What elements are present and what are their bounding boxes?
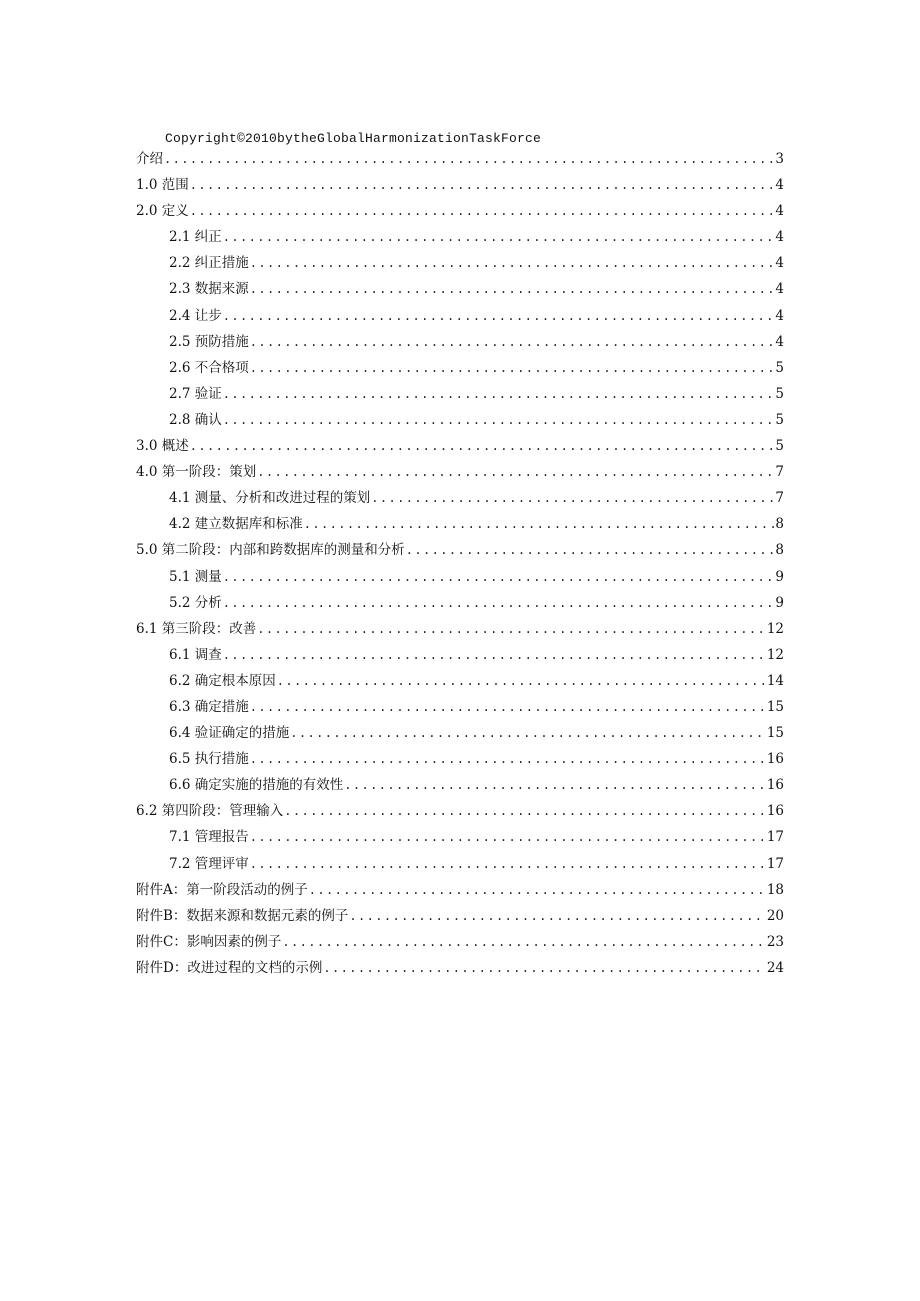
- toc-entry-page-number: 14: [766, 672, 784, 689]
- toc-entry-label: 附件B：数据来源和数据元素的例子: [136, 907, 349, 924]
- toc-entry-label: 6.4 验证确定的措施: [169, 725, 290, 742]
- toc-entry-page-number: 4: [775, 203, 784, 220]
- toc-entry-label: 附件A：第一阶段活动的例子: [136, 881, 308, 898]
- toc-entry-page-number: 4: [775, 307, 784, 324]
- toc-dot-leader: [309, 881, 766, 899]
- toc-dot-leader: [250, 828, 766, 846]
- toc-entry-label: 6.2 第四阶段：管理输入: [136, 803, 284, 820]
- toc-entry-label: 2.8 确认: [169, 411, 222, 428]
- toc-entry[interactable]: [136, 437, 784, 463]
- toc-entry-label: 6.2 确定根本原因: [169, 672, 276, 689]
- toc-dot-leader: [257, 463, 774, 481]
- toc-dot-leader: [250, 698, 766, 716]
- toc-entry-page-number: 17: [766, 855, 784, 872]
- toc-dot-leader: [290, 724, 766, 742]
- toc-entry-page-number: 23: [766, 933, 784, 950]
- toc-entry[interactable]: [136, 646, 784, 672]
- toc-entry-page-number: 5: [775, 438, 784, 455]
- toc-entry[interactable]: [136, 594, 784, 620]
- toc-entry-page-number: 4: [775, 281, 784, 298]
- toc-entry-label: 7.2 管理评审: [169, 855, 249, 872]
- toc-entry-label: 5.1 测量: [169, 568, 222, 585]
- toc-entry[interactable]: [136, 515, 784, 541]
- toc-entry-label: 2.7 验证: [169, 385, 222, 402]
- toc-entry[interactable]: [136, 724, 784, 750]
- toc-entry-label: 2.1 纠正: [169, 229, 222, 246]
- toc-entry[interactable]: [136, 463, 784, 489]
- toc-entry-label: 4.2 建立数据库和标准: [169, 516, 303, 533]
- copyright-notice: Copyright©2010bytheGlobalHarmonizationTaskForce: [165, 131, 542, 146]
- toc-entry[interactable]: [136, 881, 784, 907]
- toc-dot-leader: [371, 489, 774, 507]
- toc-entry-page-number: 15: [766, 698, 784, 715]
- toc-dot-leader: [304, 515, 775, 533]
- toc-entry[interactable]: [136, 150, 784, 176]
- toc-dot-leader: [250, 855, 766, 873]
- toc-dot-leader: [344, 776, 766, 794]
- toc-entry-label: 2.6 不合格项: [169, 359, 249, 376]
- toc-entry-label: 2.0 定义: [136, 203, 189, 220]
- toc-entry-page-number: 5: [775, 411, 784, 428]
- toc-entry-label: 2.5 预防措施: [169, 333, 249, 350]
- toc-entry-page-number: 5: [775, 359, 784, 376]
- toc-dot-leader: [190, 176, 775, 194]
- toc-entry-label: 2.4 让步: [169, 307, 222, 324]
- toc-entry-page-number: 8: [775, 516, 784, 533]
- toc-entry[interactable]: [136, 359, 784, 385]
- toc-entry-label: 2.3 数据来源: [169, 281, 249, 298]
- toc-entry[interactable]: [136, 776, 784, 802]
- toc-entry[interactable]: [136, 385, 784, 411]
- toc-entry[interactable]: [136, 411, 784, 437]
- toc-dot-leader: [349, 907, 765, 925]
- toc-entry-page-number: 9: [775, 568, 784, 585]
- toc-dot-leader: [223, 594, 775, 612]
- toc-entry-page-number: 18: [766, 881, 784, 898]
- toc-entry-label: 介绍: [136, 151, 163, 167]
- toc-dot-leader: [223, 385, 775, 403]
- toc-entry[interactable]: [136, 333, 784, 359]
- toc-entry-page-number: 7: [775, 490, 784, 507]
- toc-entry-label: 6.1 第三阶段：改善: [136, 620, 257, 637]
- toc-entry[interactable]: [136, 280, 784, 306]
- toc-dot-leader: [257, 620, 766, 638]
- toc-entry-label: 1.0 范围: [136, 177, 189, 194]
- toc-entry-label: 5.2 分析: [169, 594, 222, 611]
- toc-entry-page-number: 5: [775, 385, 784, 402]
- toc-dot-leader: [250, 333, 775, 351]
- toc-entry[interactable]: [136, 176, 784, 202]
- toc-dot-leader: [223, 228, 775, 246]
- toc-dot-leader: [223, 646, 766, 664]
- toc-entry-page-number: 24: [766, 959, 784, 976]
- toc-entry[interactable]: [136, 672, 784, 698]
- toc-dot-leader: [223, 411, 775, 429]
- toc-entry[interactable]: [136, 254, 784, 280]
- toc-entry-label: 3.0 概述: [136, 438, 189, 455]
- toc-entry[interactable]: [136, 202, 784, 228]
- toc-entry-label: 4.1 测量、分析和改进过程的策划: [169, 490, 371, 507]
- toc-entry-label: 6.6 确定实施的措施的有效性: [169, 777, 344, 794]
- toc-dot-leader: [250, 750, 766, 768]
- toc-dot-leader: [406, 541, 775, 559]
- toc-entry-label: 5.0 第二阶段：内部和跨数据库的测量和分析: [136, 542, 405, 559]
- table-of-contents: [136, 150, 784, 985]
- toc-entry-page-number: 15: [766, 725, 784, 742]
- toc-entry-label: 2.2 纠正措施: [169, 255, 249, 272]
- toc-entry[interactable]: [136, 228, 784, 254]
- toc-dot-leader: [284, 802, 766, 820]
- toc-entry-label: 7.1 管理报告: [169, 829, 249, 846]
- toc-entry-page-number: 8: [775, 542, 784, 559]
- toc-entry[interactable]: [136, 855, 784, 881]
- toc-dot-leader: [282, 933, 765, 951]
- toc-entry[interactable]: [136, 307, 784, 333]
- toc-entry-page-number: 4: [775, 255, 784, 272]
- toc-entry[interactable]: [136, 568, 784, 594]
- toc-entry-page-number: 20: [766, 907, 784, 924]
- toc-dot-leader: [250, 359, 775, 377]
- toc-dot-leader: [190, 437, 775, 455]
- toc-dot-leader: [223, 307, 775, 325]
- toc-entry[interactable]: [136, 959, 784, 985]
- toc-entry-label: 4.0 第一阶段：策划: [136, 464, 257, 481]
- toc-entry-page-number: 4: [775, 333, 784, 350]
- toc-entry-label: 6.1 调查: [169, 646, 222, 663]
- toc-entry-label: 6.5 执行措施: [169, 751, 249, 768]
- toc-entry[interactable]: [136, 907, 784, 933]
- toc-entry-page-number: 12: [766, 646, 784, 663]
- toc-entry-page-number: 9: [775, 594, 784, 611]
- toc-entry[interactable]: [136, 802, 784, 828]
- toc-entry[interactable]: [136, 541, 784, 567]
- toc-entry-page-number: 4: [775, 177, 784, 194]
- toc-entry[interactable]: [136, 698, 784, 724]
- toc-entry[interactable]: [136, 750, 784, 776]
- toc-entry-label: 附件D：改进过程的文档的示例: [136, 959, 323, 976]
- toc-entry-page-number: 16: [766, 803, 784, 820]
- toc-entry-page-number: 16: [766, 751, 784, 768]
- toc-dot-leader: [250, 280, 775, 298]
- toc-dot-leader: [190, 202, 775, 220]
- toc-dot-leader: [164, 150, 774, 168]
- toc-dot-leader: [323, 959, 765, 977]
- toc-dot-leader: [223, 568, 775, 586]
- toc-entry-label: 6.3 确定措施: [169, 698, 249, 715]
- toc-entry-page-number: 16: [766, 777, 784, 794]
- toc-entry-page-number: 4: [775, 229, 784, 246]
- toc-entry[interactable]: [136, 620, 784, 646]
- toc-entry-page-number: 7: [775, 464, 784, 481]
- toc-dot-leader: [277, 672, 766, 690]
- toc-entry[interactable]: [136, 828, 784, 854]
- toc-entry-page-number: 17: [766, 829, 784, 846]
- toc-entry[interactable]: [136, 489, 784, 515]
- toc-entry-page-number: 12: [766, 620, 784, 637]
- toc-entry[interactable]: [136, 933, 784, 959]
- toc-entry-label: 附件C：影响因素的例子: [136, 933, 282, 950]
- toc-dot-leader: [250, 254, 775, 272]
- toc-entry-page-number: 3: [775, 151, 784, 167]
